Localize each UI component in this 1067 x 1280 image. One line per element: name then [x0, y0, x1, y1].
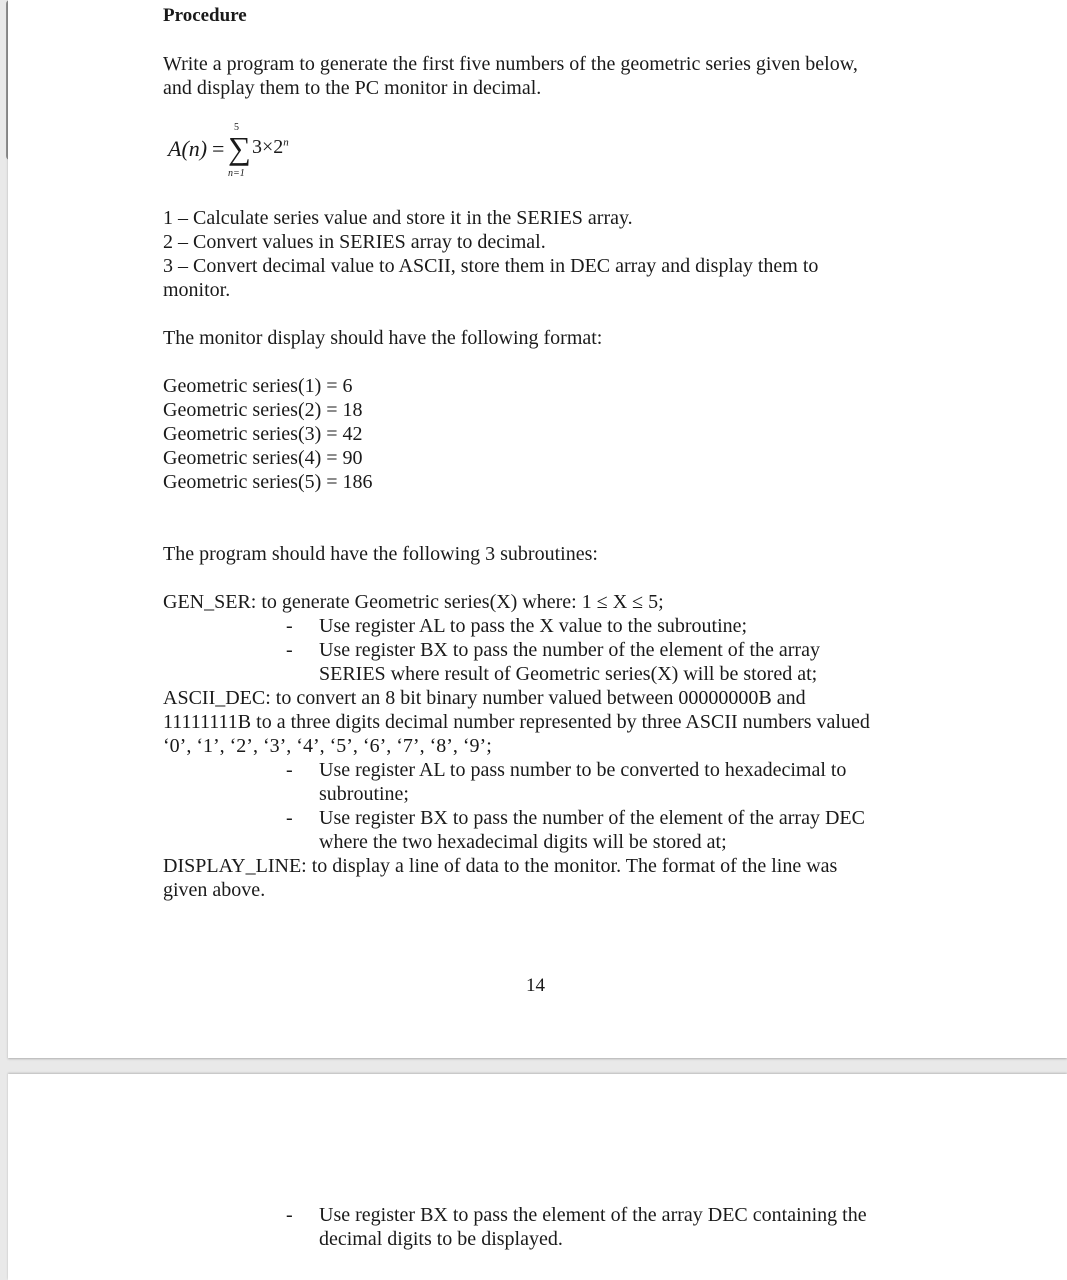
formula-upper-limit: 5: [234, 122, 239, 133]
document-page-15: [8, 1074, 1067, 1280]
gen-ser-bullet-2-continued: SERIES where result of Geometric series(X) will be stored at;: [319, 663, 818, 685]
display-line-5: Geometric series(5) = 186: [163, 471, 373, 493]
intro-line-2: and display them to the PC monitor in decimal.: [163, 77, 542, 99]
ascii-dec-bullet-1: Use register AL to pass number to be converted to hexadecimal to: [319, 759, 847, 781]
formula-term: [252, 136, 289, 159]
display-line-1: Geometric series(1) = 6: [163, 375, 353, 397]
formula-lhs: A(n): [168, 136, 208, 161]
display-line-description-2: given above.: [163, 879, 266, 901]
ascii-dec-bullet-1-continued: subroutine;: [319, 783, 409, 805]
display-line-4: Geometric series(4) = 90: [163, 447, 363, 469]
formula-exponent: n: [283, 136, 289, 149]
formula-term-base: 3×2: [252, 136, 284, 158]
display-line-description-1: DISPLAY_LINE: to display a line of data to the monitor. The format of the line was: [163, 855, 838, 877]
step-1: 1 – Calculate series value and store it in the SERIES array.: [163, 207, 633, 229]
step-2: 2 – Convert values in SERIES array to decimal.: [163, 231, 546, 253]
ascii-dec-bullet-dash-1: -: [286, 759, 293, 781]
series-formula: [168, 122, 328, 182]
step-3-continued: monitor.: [163, 279, 231, 301]
ascii-dec-bullet-2-continued: where the two hexadecimal digits will be stored at;: [319, 831, 727, 853]
document-page-14: [8, 0, 1067, 1058]
formula-equals: =: [212, 136, 225, 161]
procedure-heading: Procedure: [163, 5, 247, 26]
step-3: 3 – Convert decimal value to ASCII, store them in DEC array and display them to: [163, 255, 819, 277]
intro-line-1: Write a program to generate the first five numbers of the geometric series given below,: [163, 53, 858, 75]
gen-ser-bullet-dash-2: -: [286, 639, 293, 661]
formula-sigma: ∑: [228, 130, 251, 166]
display-line-2: Geometric series(2) = 18: [163, 399, 363, 421]
page2-bullet-continued: decimal digits to be displayed.: [319, 1228, 563, 1250]
gen-ser-description: GEN_SER: to generate Geometric series(X) where: 1 ≤ X ≤ 5;: [163, 591, 664, 613]
display-line-3: Geometric series(3) = 42: [163, 423, 363, 445]
page2-bullet: Use register BX to pass the element of the array DEC containing the: [319, 1204, 867, 1226]
page2-bullet-dash: -: [286, 1204, 293, 1226]
ascii-dec-description-2: 11111111B to a three digits decimal number represented by three ASCII numbers valued: [163, 711, 870, 733]
ascii-dec-bullet-dash-2: -: [286, 807, 293, 829]
gen-ser-bullet-1: Use register AL to pass the X value to the subroutine;: [319, 615, 748, 637]
ascii-dec-description-1: ASCII_DEC: to convert an 8 bit binary number valued between 00000000B and: [163, 687, 806, 709]
ascii-dec-bullet-2: Use register BX to pass the number of the element of the array DEC: [319, 807, 865, 829]
format-intro: The monitor display should have the following format:: [163, 327, 603, 349]
formula-lower-limit: n=1: [228, 168, 245, 179]
subroutines-intro: The program should have the following 3 subroutines:: [163, 543, 598, 565]
page-number: 14: [526, 975, 545, 996]
ascii-dec-description-3: ‘0’, ‘1’, ‘2’, ‘3’, ‘4’, ‘5’, ‘6’, ‘7’, ‘8’, ‘9’;: [163, 735, 492, 757]
gen-ser-bullet-2: Use register BX to pass the number of the element of the array: [319, 639, 820, 661]
gen-ser-bullet-dash-1: -: [286, 615, 293, 637]
